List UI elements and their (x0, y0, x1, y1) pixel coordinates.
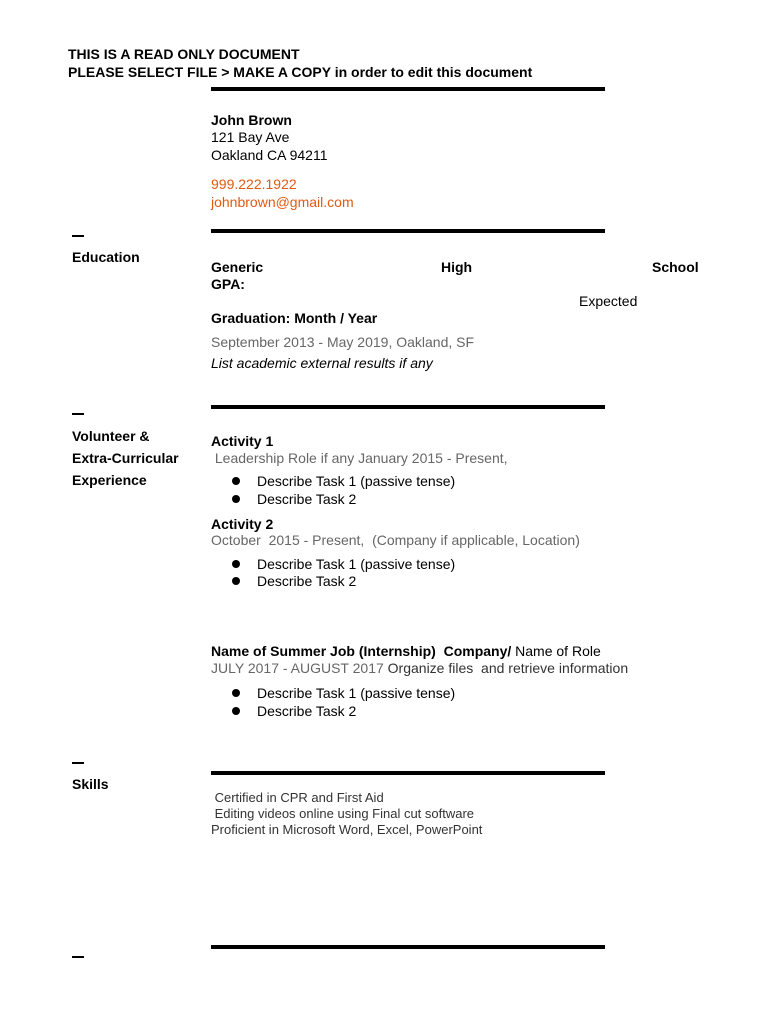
gpa-label: GPA: (211, 276, 245, 292)
contact-phone: 999.222.1922 (211, 176, 297, 192)
contact-address-line1: 121 Bay Ave (211, 129, 290, 145)
volunteer-heading-line3: Experience (72, 472, 147, 488)
bullet-dot (232, 560, 240, 568)
education-dates: September 2013 - May 2019, Oakland, SF (211, 334, 475, 350)
skill-item: Certified in CPR and First Aid (211, 790, 384, 805)
contact-address-line2: Oakland CA 94211 (211, 147, 328, 163)
activity1-task: Describe Task 2 (257, 491, 357, 507)
summer-job-company: Name of Summer Job (Internship) Company/ (211, 643, 512, 659)
school-word: Generic (211, 259, 264, 275)
education-note: List academic external results if any (211, 355, 433, 371)
summer-job-dates-line (211, 660, 628, 677)
activity1-title: Activity 1 (211, 433, 274, 449)
activity2-task: Describe Task 2 (257, 573, 357, 589)
school-word: High (441, 259, 473, 275)
bullet-dot (232, 495, 240, 503)
bullet-dot (232, 689, 240, 697)
skill-item: Editing videos online using Final cut software (211, 806, 475, 821)
read-only-notice: THIS IS A READ ONLY DOCUMENT (68, 46, 300, 62)
divider-rule (211, 405, 605, 409)
bullet-dot (232, 477, 240, 485)
activity2-title: Activity 2 (211, 516, 274, 532)
section-dash (72, 235, 84, 237)
activity2-detail: October 2015 - Present, (Company if applicable, Location) (211, 532, 580, 548)
school-word: School (652, 259, 699, 275)
divider-rule (211, 229, 605, 233)
skill-item: Proficient in Microsoft Word, Excel, PowerPoint (211, 822, 483, 837)
activity2-task: Describe Task 1 (passive tense) (257, 556, 456, 572)
section-dash (72, 956, 84, 958)
activity1-task: Describe Task 1 (passive tense) (257, 473, 456, 489)
education-heading: Education (72, 249, 140, 265)
activity1-detail: Leadership Role if any January 2015 - Present, (211, 450, 508, 466)
section-dash (72, 762, 84, 764)
bullet-dot (232, 707, 240, 715)
summer-job-dates: JULY 2017 - AUGUST 2017 (211, 660, 384, 676)
summer-job-task: Describe Task 1 (passive tense) (257, 685, 456, 701)
divider-rule (211, 945, 605, 949)
summer-job-task: Describe Task 2 (257, 703, 357, 719)
volunteer-heading-line2: Extra-Curricular (72, 450, 179, 466)
divider-rule (211, 771, 605, 775)
summer-job-role: Name of Role (511, 643, 601, 659)
graduation-label: Graduation: Month / Year (211, 310, 378, 326)
skills-heading: Skills (72, 776, 109, 792)
volunteer-heading-line1: Volunteer & (72, 428, 150, 444)
bullet-dot (232, 577, 240, 585)
summer-job-title (211, 643, 601, 660)
section-dash (72, 413, 84, 415)
contact-email[interactable]: johnbrown@gmail.com (211, 194, 354, 210)
contact-name: John Brown (211, 112, 292, 128)
make-copy-instruction: PLEASE SELECT FILE > MAKE A COPY in order to edit this document (68, 64, 533, 80)
divider-rule (211, 87, 605, 91)
expected-label: Expected (579, 293, 638, 309)
summer-job-description: Organize files and retrieve information (383, 660, 629, 676)
